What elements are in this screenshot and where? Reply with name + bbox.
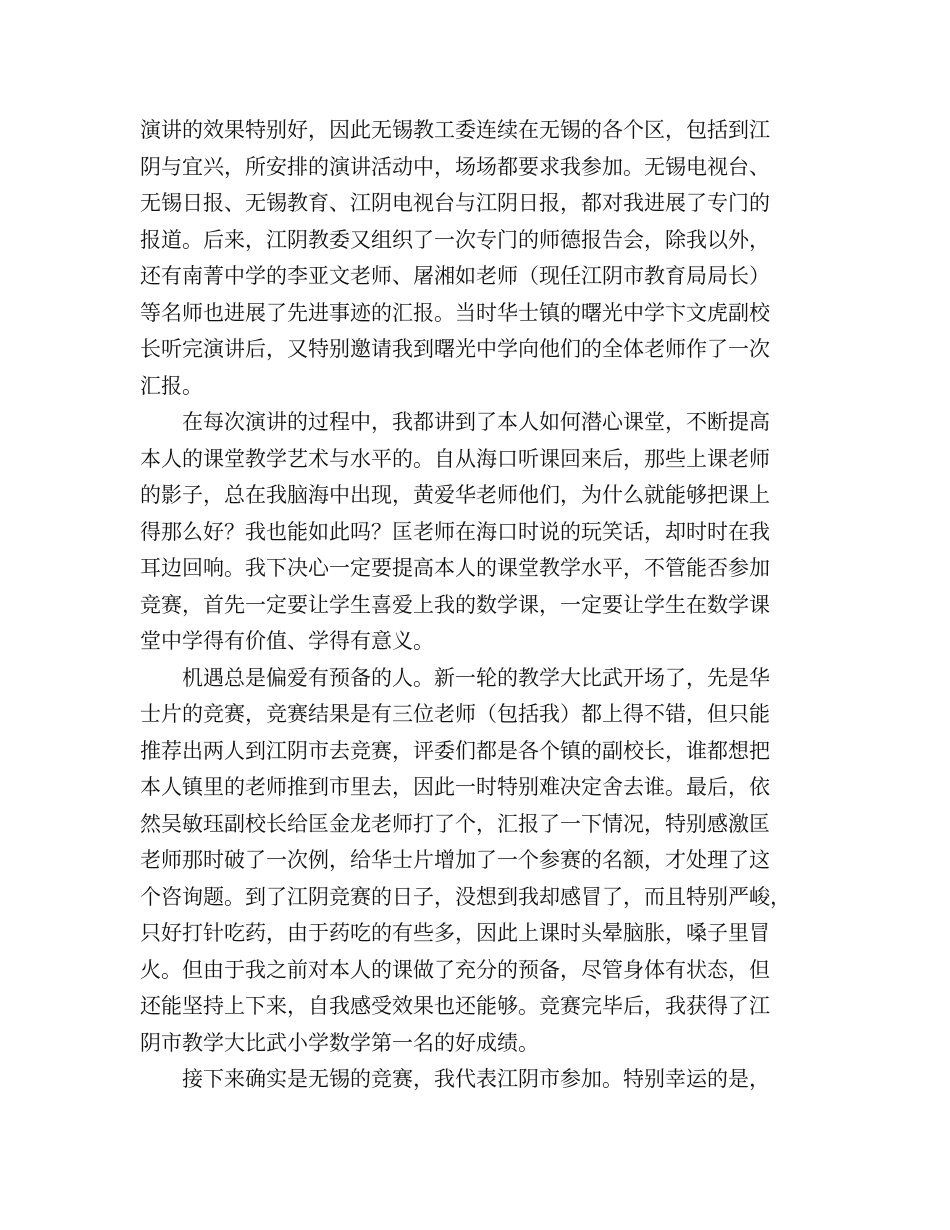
text-line: 演讲的效果特别好，因此无锡教工委连续在无锡的各个区，包括到江	[140, 118, 770, 142]
text-line: 在每次演讲的过程中，我都讲到了本人如何潜心课堂，不断提高	[182, 410, 770, 434]
text-line: 本人镇里的老师推到市里去，因此一时特别难决定舍去谁。最后，依	[140, 775, 770, 799]
text-line: 本人的课堂教学艺术与水平的。自从海口听课回来后，那些上课老师	[140, 446, 770, 471]
text-line: 然吴敏珏副校长给匡金龙老师打了个，汇报了一下情况，特别感激匡	[140, 811, 770, 836]
text-line: 老师那时破了一次例，给华士片增加了一个参赛的名额，才处理了这	[140, 848, 770, 872]
text-line: 士片的竞赛，竞赛结果是有三位老师（包括我）都上得不错，但只能	[140, 702, 770, 726]
text-line: 竞赛，首先一定要让学生喜爱上我的数学课，一定要让学生在数学课	[140, 592, 770, 617]
text-line: 个咨询题。到了江阴竞赛的日子，没想到我却感冒了，而且特别严峻，	[140, 884, 791, 909]
text-line: 推荐出两人到江阴市去竞赛，评委们都是各个镇的副校长，谁都想把	[140, 738, 770, 763]
text-line: 等名师也进展了先进事迹的汇报。当时华士镇的曙光中学卞文虎副校	[140, 300, 770, 325]
text-line: 阴市教学大比武小学数学第一名的好成绩。	[140, 1030, 539, 1055]
text-line: 还能坚持上下来，自我感受效果也还能够。竞赛完毕后，我获得了江	[140, 994, 770, 1018]
text-line: 报道。后来，江阴教委又组织了一次专门的师德报告会，除我以外，	[140, 227, 770, 252]
text-line: 汇报。	[140, 373, 203, 398]
text-line: 堂中学得有价值、学得有意义。	[140, 629, 434, 653]
text-line: 无锡日报、无锡教育、江阴电视台与江阴日报，都对我进展了专门的	[140, 191, 770, 215]
text-line: 只好打针吃药，由于药吃的有些多，因此上课时头晕脑胀，嗓子里冒	[140, 921, 770, 945]
text-line: 接下来确实是无锡的竞赛，我代表江阴市参加。特别幸运的是，	[182, 1067, 770, 1091]
text-line: 得那么好？我也能如此吗？匡老师在海口时说的玩笑话，却时时在我	[140, 519, 770, 544]
text-line: 耳边回响。我下决心一定要提高本人的课堂教学水平，不管能否参加	[140, 556, 770, 580]
text-line: 阴与宜兴，所安排的演讲活动中，场场都要求我参加。无锡电视台、	[140, 154, 770, 179]
document-body	[140, 112, 812, 1098]
text-line: 长听完演讲后，又特别邀请我到曙光中学向他们的全体老师作了一次	[140, 337, 770, 361]
text-line: 火。但由于我之前对本人的课做了充分的预备，尽管身体有状态，但	[140, 957, 770, 982]
text-line: 还有南菁中学的李亚文老师、屠湘如老师（现任江阴市教育局局长）	[140, 264, 770, 288]
text-line: 的影子，总在我脑海中出现，黄爱华老师他们，为什么就能够把课上	[140, 483, 770, 507]
text-line: 机遇总是偏爱有预备的人。新一轮的教学大比武开场了，先是华	[182, 665, 770, 690]
